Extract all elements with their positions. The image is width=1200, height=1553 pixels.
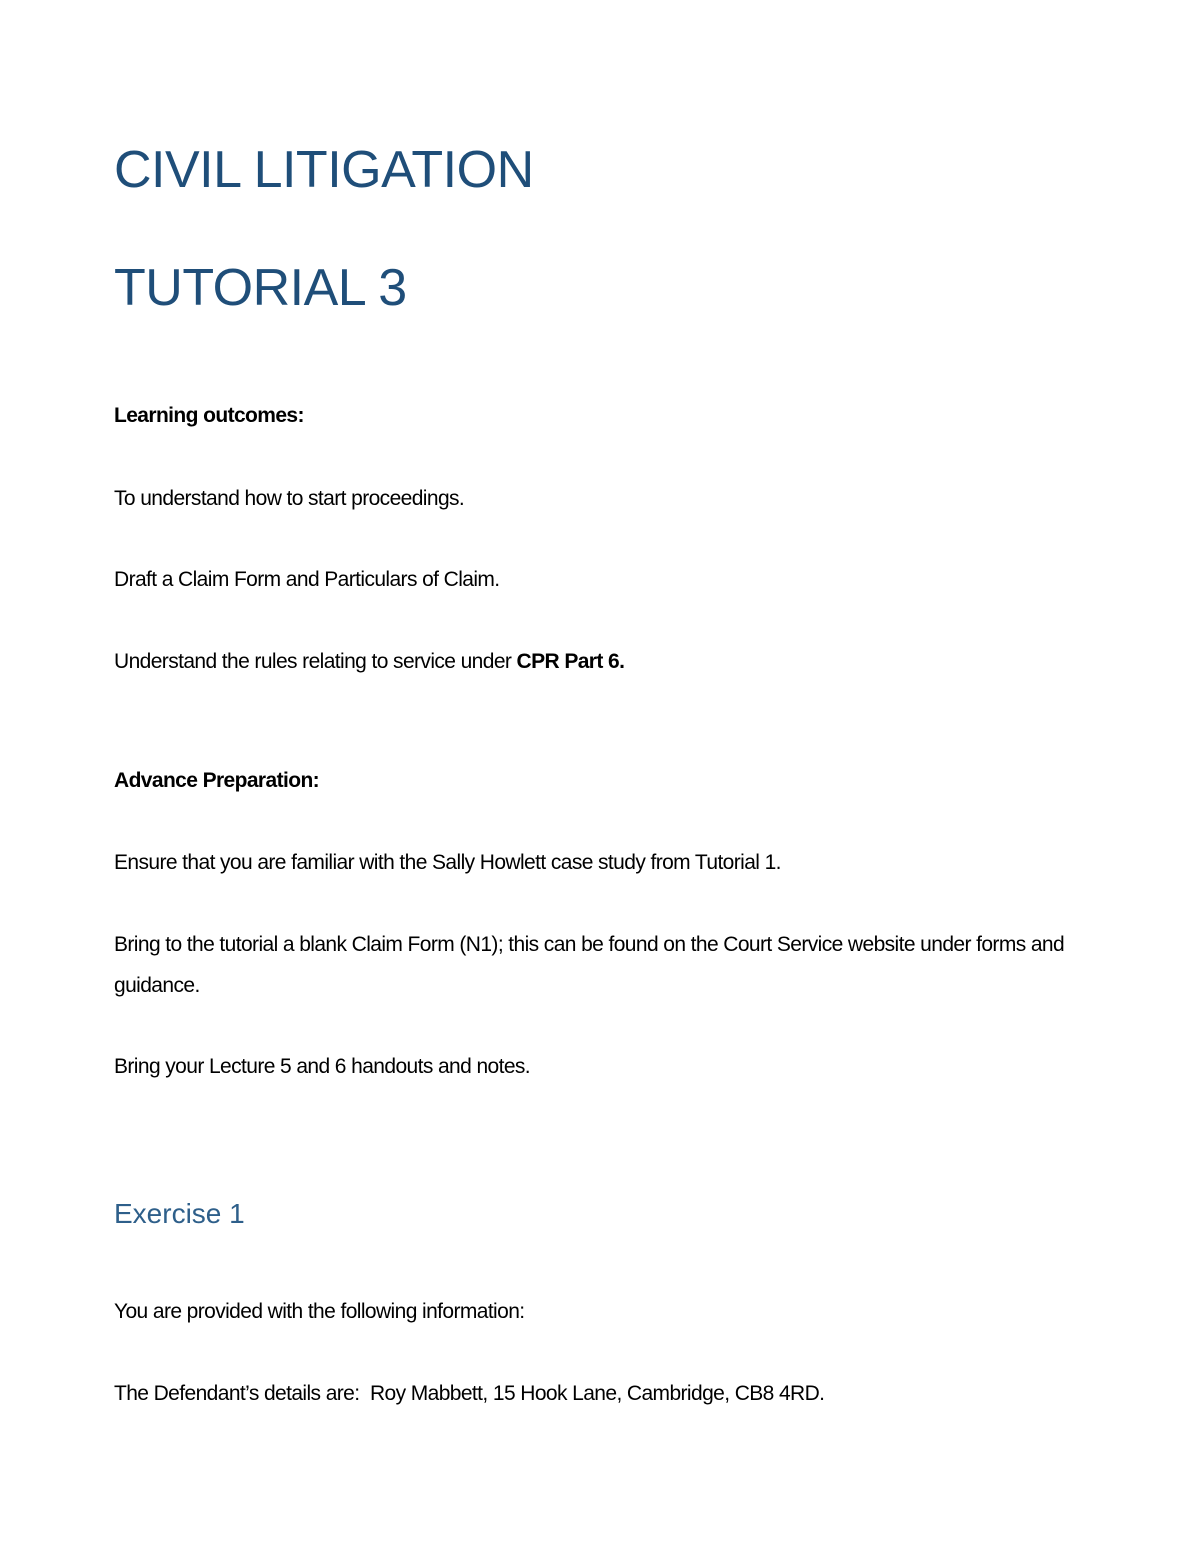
exercise-1-intro: You are provided with the following information: xyxy=(114,1300,525,1323)
learning-outcomes-heading: Learning outcomes: xyxy=(114,404,304,427)
title-civil-litigation: CIVIL LITIGATION xyxy=(114,141,534,199)
learning-outcome-3 xyxy=(114,641,624,682)
learning-outcome-3-text: Understand the rules relating to service under xyxy=(114,650,517,673)
exercise-1-heading: Exercise 1 xyxy=(114,1198,245,1229)
advance-prep-item-2: Bring to the tutorial a blank Claim Form (N1); this can be found on the Court Service website under forms and guidance. xyxy=(114,933,1065,997)
learning-outcome-1: To understand how to start proceedings. xyxy=(114,487,465,510)
defendant-details: The Defendant’s details are: Roy Mabbett, 15 Hook Lane, Cambridge, CB8 4RD. xyxy=(114,1382,825,1405)
advance-prep-item-1: Ensure that you are familiar with the Sally Howlett case study from Tutorial 1. xyxy=(114,851,781,874)
learning-outcome-2: Draft a Claim Form and Particulars of Claim. xyxy=(114,568,500,591)
advance-prep-item-3: Bring your Lecture 5 and 6 handouts and notes. xyxy=(114,1055,531,1078)
title-tutorial-number: TUTORIAL 3 xyxy=(114,259,407,317)
advance-preparation-heading: Advance Preparation: xyxy=(114,769,320,792)
cpr-part-6-reference: CPR Part 6. xyxy=(516,650,625,673)
